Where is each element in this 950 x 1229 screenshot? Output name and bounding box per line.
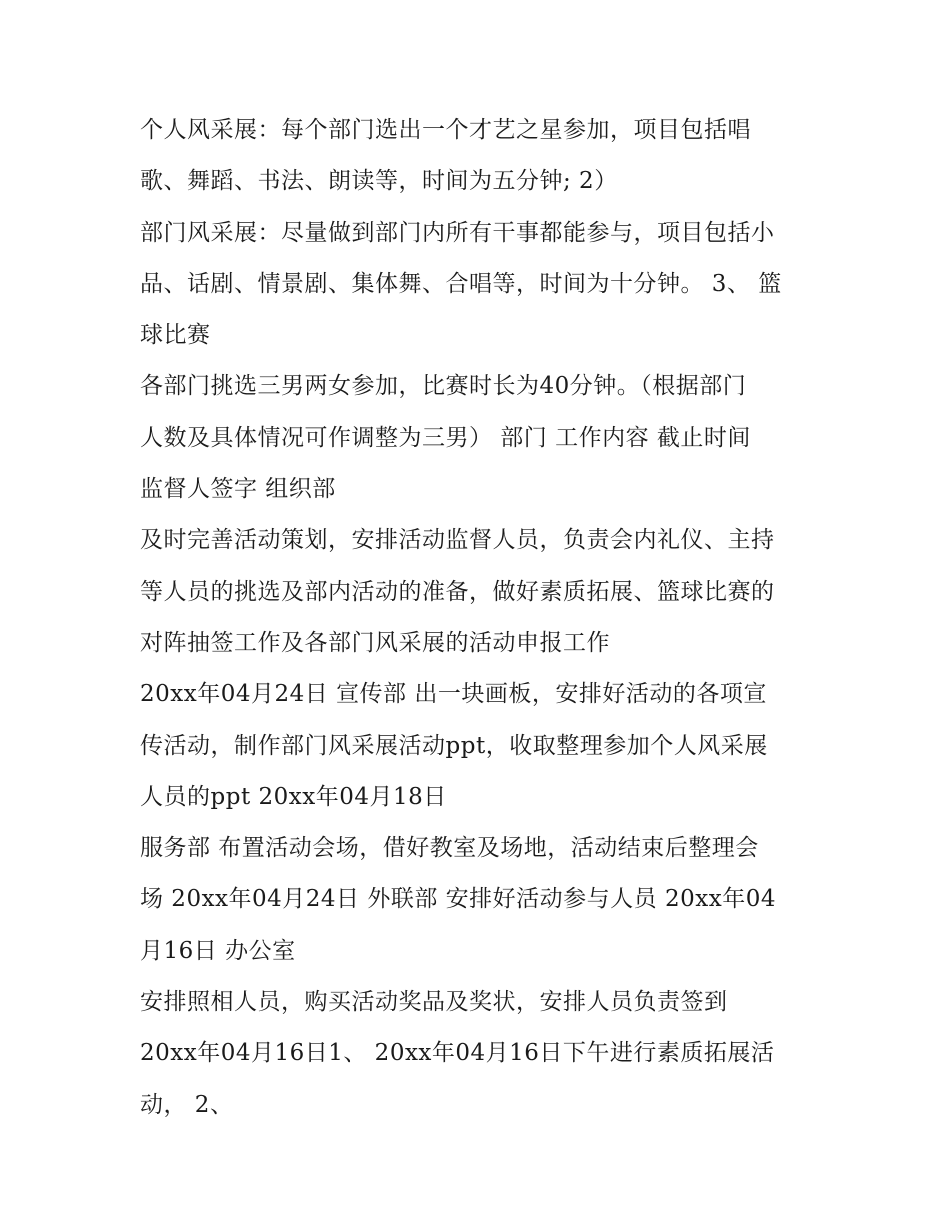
text-line: 等人员的挑选及部内活动的准备，做好素质拓展、篮球比赛的 (140, 578, 775, 605)
text-line: 月16日 办公室 (140, 937, 296, 964)
text-line: 传活动，制作部门风采展活动ppt，收取整理参加个人风采展 (140, 732, 768, 759)
text-line: 个人风采展：每个部门选出一个才艺之星参加，项目包括唱 (140, 117, 751, 143)
text-line: 动， 2、 (140, 1091, 234, 1118)
document-body (140, 105, 820, 1131)
text-line: 服务部 布置活动会场，借好教室及场地，活动结束后整理会 (140, 835, 759, 862)
text-line: 人数及具体情况可作调整为三男） 部门 工作内容 截止时间 (140, 424, 751, 451)
text-line: 及时完善活动策划，安排活动监督人员，负责会内礼仪、主持 (140, 527, 775, 554)
text-line: 安排照相人员，购买活动奖品及奖状，安排人员负责签到 (140, 989, 728, 1016)
text-line: 监督人签字 组织部 (140, 476, 336, 503)
text-line: 歌、舞蹈、书法、朗读等，时间为五分钟; 2） (140, 168, 618, 195)
text-line: 品、话剧、情景剧、集体舞、合唱等，时间为十分钟。 3、 篮 (140, 270, 782, 297)
text-line: 对阵抽签工作及各部门风采展的活动申报工作 (140, 629, 610, 656)
text-line: 各部门挑选三男两女参加，比赛时长为40分钟。（根据部门 (140, 373, 747, 400)
text-line: 场 20xx年04月24日 外联部 安排好活动参与人员 20xx年04 (140, 886, 776, 913)
text-line: 人员的ppt 20xx年04月18日 (140, 783, 447, 810)
text-line: 球比赛 (140, 322, 211, 349)
text-line: 20xx年04月24日 宣传部 出一块画板，安排好活动的各项宣 (140, 681, 767, 708)
text-line: 20xx年04月16日1、 20xx年04月16日下午进行素质拓展活 (140, 1040, 775, 1067)
text-line: 部门风采展：尽量做到部门内所有干事都能参与，项目包括小 (140, 219, 775, 246)
